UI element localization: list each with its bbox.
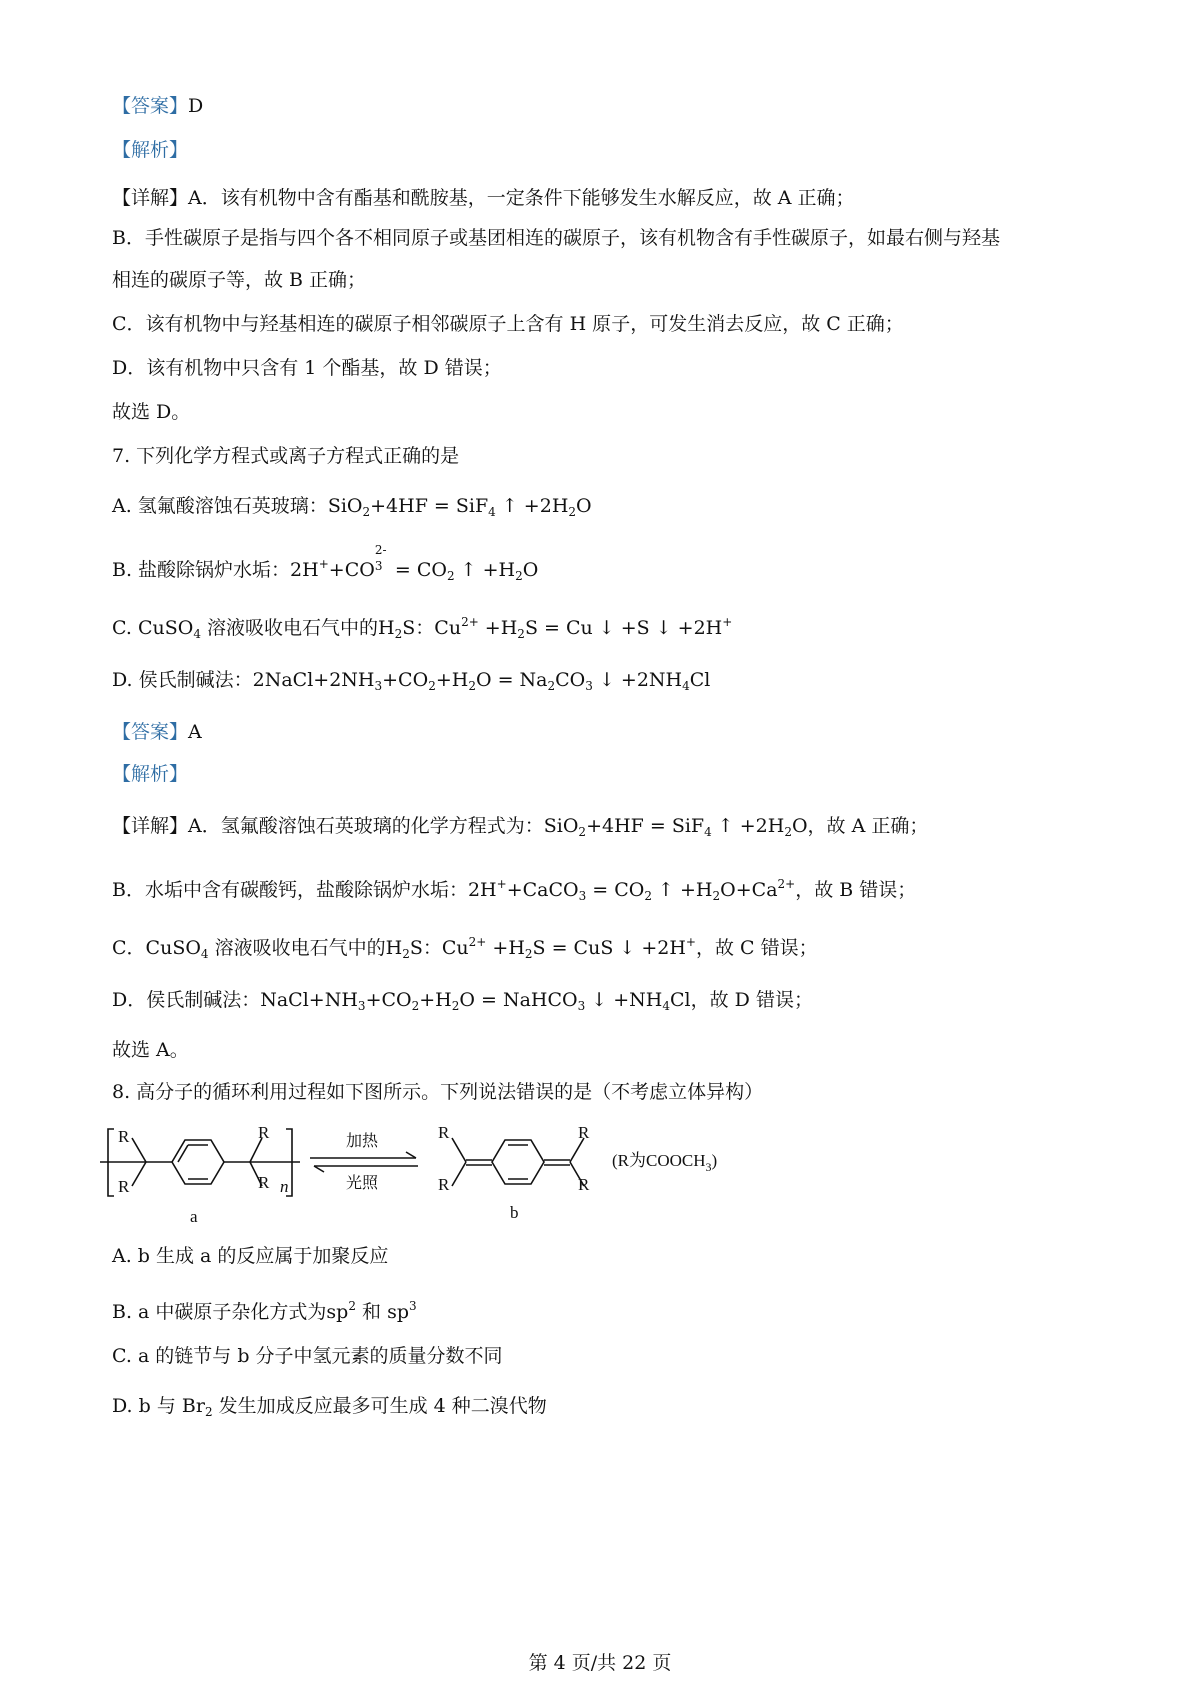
r-label: R xyxy=(578,1123,590,1142)
r-label: R xyxy=(118,1127,130,1146)
q7-detail-a: 【详解】A．氢氟酸溶蚀石英玻璃的化学方程式为：SiO$_2$+4HF = SiF$_4$ ↑ $+2H_2O$，故 A 正确； xyxy=(112,815,929,839)
formula: $NaCl+NH_3+CO_2+H_2O$ = NaHCO$_3$ ↓ $+NH_4Cl$ xyxy=(260,989,691,1013)
detail-line-b2: 相连的碳原子等，故 B 正确； xyxy=(112,269,367,291)
formula: $Cu^{2+} +H_2S$ = CuS ↓ +2H+ xyxy=(441,935,696,961)
q8-option-c: C. a 的链节与 b 分子中氢元素的质量分数不同 xyxy=(112,1345,503,1367)
question-8-stem: 8. 高分子的循环利用过程如下图所示。下列说法错误的是（不考虑立体异构） xyxy=(112,1081,764,1103)
detail-tag: 【详解】 xyxy=(112,187,189,209)
r-label: R xyxy=(258,1123,270,1142)
r-label: R xyxy=(578,1175,590,1194)
q7-option-b xyxy=(112,543,539,590)
backward-condition: 光照 xyxy=(346,1175,379,1192)
analysis-label: 【解析】 xyxy=(112,139,189,161)
option-label: A. 氢氟酸溶蚀石英玻璃： xyxy=(112,495,328,517)
conclusion-line: 故选 D。 xyxy=(112,401,191,423)
detail-line-d: D．该有机物中只含有 1 个酯基，故 D 错误； xyxy=(112,357,502,379)
answer-line xyxy=(112,92,203,120)
detail-a-text: A．该有机物中含有酯基和酰胺基，一定条件下能够发生水解反应，故 A 正确； xyxy=(188,187,855,209)
formula: $Cu^{2+} +H_2S = Cu$ ↓ +S ↓ +2H+ xyxy=(434,615,733,641)
q8-option-b: B. a 中碳原子杂化方式为$sp^2$ 和 $sp^3$ xyxy=(112,1299,417,1323)
label-a: a xyxy=(190,1207,198,1224)
detail-line-c: C．该有机物中与羟基相连的碳原子相邻碳原子上含有 H 原子，可发生消去反应，故 C 正确； xyxy=(112,313,904,335)
question-7-stem: 7. 下列化学方程式或离子方程式正确的是 xyxy=(112,445,460,467)
detail-line-b1: B．手性碳原子是指与四个各不相同原子或基团相连的碳原子，该有机物含有手性碳原子，如最右侧与羟基 xyxy=(112,227,1000,249)
q7-detail-d: D．侯氏制碱法：$NaCl+NH_3+CO_2+H_2O$ = NaHCO$_3$ ↓ $+NH_4Cl$，故 D 错误； xyxy=(112,989,813,1013)
formula: SiO$_2$+4HF = SiF$_4$ ↑ $+2H_2O$ xyxy=(543,815,808,839)
answer-value: D xyxy=(188,95,204,117)
q7-detail-c: C．CuSO$_4$ 溶液吸收电石气中的$H_2S$：$Cu^{2+} +H_2S$ = CuS ↓ +2H+，故 C 错误； xyxy=(112,935,818,961)
q7-option-c: C. CuSO$_4$ 溶液吸收电石气中的$H_2S$：$Cu^{2+} +H_2S = Cu$ ↓ +S ↓ +2H+ xyxy=(112,615,733,641)
detail-line-a xyxy=(112,184,855,212)
q7-answer-line: 【答案】A xyxy=(112,721,202,743)
q8-option-d: D. b 与 $Br_2$ 发生加成反应最多可生成 4 种二溴代物 xyxy=(112,1395,547,1419)
formula: $2NaCl+2NH_3+CO_2+H_2O = Na_2CO_3$ ↓ $+2NH_4Cl$ xyxy=(252,669,711,693)
n-subscript: n xyxy=(280,1177,289,1196)
r-label: R xyxy=(438,1123,450,1142)
option-label: D. 侯氏制碱法： xyxy=(112,669,253,691)
q7-conclusion: 故选 A。 xyxy=(112,1039,189,1061)
q7-analysis-tag: 【解析】 xyxy=(112,763,189,785)
formula: 2H++CaCO$_3$ = $CO_2$ ↑ $+H_2O+Ca^{2+}$ xyxy=(467,877,796,903)
option-label: B. 盐酸除锅炉水垢： xyxy=(112,559,291,581)
formula: SiO$_2$+4HF = SiF$_4$ ↑ $+2H_2O$ xyxy=(327,495,592,519)
q7-option-d xyxy=(112,666,710,700)
r-label: R xyxy=(438,1175,450,1194)
q7-detail-b: B．水垢中含有碳酸钙，盐酸除锅炉水垢：2H++CaCO$_3$ = $CO_2$ ↑ $+H_2O+Ca^{2+}$，故 B 错误； xyxy=(112,877,917,903)
r-label: R xyxy=(118,1177,130,1196)
answer-tag: 【答案】 xyxy=(112,95,189,117)
q8-option-a: A. b 生成 a 的反应属于加聚反应 xyxy=(112,1245,389,1267)
analysis-tag xyxy=(112,136,188,164)
formula: 2H++CO 3 2- = $CO_2$ ↑ $+H_2O$ xyxy=(290,543,539,583)
label-b: b xyxy=(510,1203,519,1222)
forward-condition: 加热 xyxy=(346,1133,379,1150)
reaction-scheme xyxy=(100,1114,820,1224)
r-label: R xyxy=(258,1173,270,1192)
q7-option-a xyxy=(112,492,592,526)
r-note: (R为$COOCH_3$) xyxy=(612,1151,718,1174)
page-footer: 第 4 页/共 22 页 xyxy=(528,1652,672,1674)
